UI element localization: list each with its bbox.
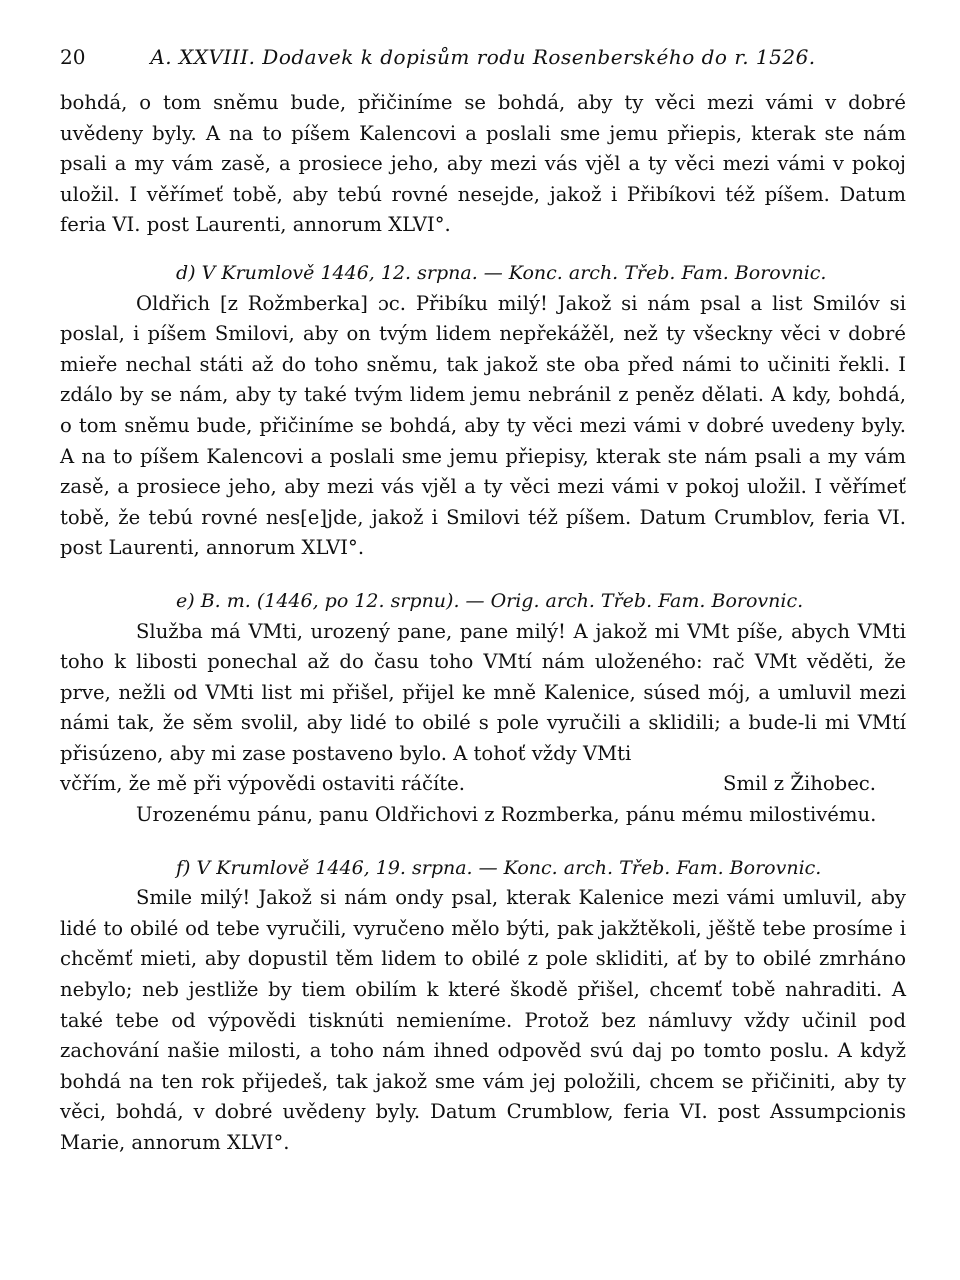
page-header: [60, 40, 906, 74]
letter-d-heading: d) V Krumlově 1446, 12. srpna. — Konc. arch. Třeb. Fam. Borovnic.: [176, 261, 827, 284]
letter-e-address: Urozenému pánu, panu Oldřichovi z Rozmberka, pánu mému milostivému.: [136, 803, 877, 827]
continuation-paragraph: bohdá, o tom sněmu bude, přičiníme se bohdá, aby ty věci mezi vámi v dobré uvědeny byly. A na to píšem Kalencovi a poslali sme jemu přiepis, kterak ste nám psali a my vám zasě, a prosiece jeho, aby mezi vás vjěl a ty věci mezi vámi v pokoj uložil. I věřímeť tobě, aby tebú rovné nesejde, jakož i Přibíkovi též píšem. Datum feria VI. post Laurenti, annorum XLVI°.: [60, 91, 906, 237]
letter-e-heading: e) B. m. (1446, po 12. srpnu). — Orig. arch. Třeb. Fam. Borovnic.: [176, 589, 804, 612]
letter-e-signature: Smil z Žihobec.: [723, 772, 876, 796]
letter-e-text: Služba má VMti, urozený pane, pane milý! A jakož mi VMt píše, abych VMti toho k libosti ponechal až do času toho VMtí nám uloženého: rač VMt věděti, že prve, nežli od VMti list mi přišel, přijel ke mně Kalenice, súsed mój, a umluvil mezi námi tak, že sěm svolil, aby lidé to obilé s pole vyručili a sklidili; a bude-li mi VMtí přisúzeno, aby mi zase postaveno bylo. A tohoť vždy VMti: [60, 619, 906, 765]
page-number: 20: [60, 45, 86, 69]
running-title: A. XXVIII. Dodavek k dopisům rodu Rosenberského do r. 1526.: [150, 45, 816, 69]
letter-e-last-line: včřím, že mě při výpovědi ostaviti ráčíte.: [60, 772, 465, 796]
letter-f-heading: f) V Krumlově 1446, 19. srpna. — Konc. arch. Třeb. Fam. Borovnic.: [176, 856, 822, 879]
letter-e-closing-line: [60, 769, 906, 800]
letter-d-text: Oldřich [z Rožmberka] ɔc. Přibíku milý! Jakož si nám psal a list Smilóv si poslal, i píšem Smilovi, aby on tvým lidem nepřekážěl, než ty všeckny věci v dobré mieře nechal státi až do toho sněmu, tak jakož ste oba před námi to učiniti řekli. I zdálo by se nám, aby ty také tvým lidem jemu nebránil z peněz dělati. A kdy, bohdá, o tom sněmu bude, přičiníme se bohdá, aby ty věci mezi vámi v dobré uvedeny byly. A na to píšem Kalencovi a poslali sme jemu přiepisy, kterak ste nám psali a my vám zasě, a prosiece jeho, aby mezi vás vjěl a ty věci mezi vámi v pokoj uložil. I věřímeť tobě, že tebú rovné nes[e]jde, jakož i Smilovi též píšem. Datum Crumblov, feria VI. post Laurenti, annorum XLVI°.: [60, 291, 906, 560]
document-body: [60, 88, 906, 1159]
letter-f-text: Smile milý! Jakož si nám ondy psal, kterak Kalenice mezi vámi umluvil, aby lidé to obilé od tebe vyručili, vyručeno mělo býti, pak jakžtěkoli, jěště tebe prosíme i chcěmť mieti, aby dopustil těm lidem to obilé z pole skliditi, ať by to obilé zmrháno nebylo; neb jestliže by tiem obilím k které škodě přišel, chcemť tobě nahraditi. A také tebe od výpovědi tisknúti nemieníme. Protož bez námluvy vždy učinil pod zachování našie milosti, a toho nám ihned odpověd svú daj po tomto poslu. A když bohdá na ten rok přijedeš, tak jakož sme vám jej položili, chcem se přičiniti, aby ty věci, bohdá, v dobré uvědeny byly. Datum Crumblow, feria VI. post Assumpcionis Marie, annorum XLVI°.: [60, 886, 906, 1154]
